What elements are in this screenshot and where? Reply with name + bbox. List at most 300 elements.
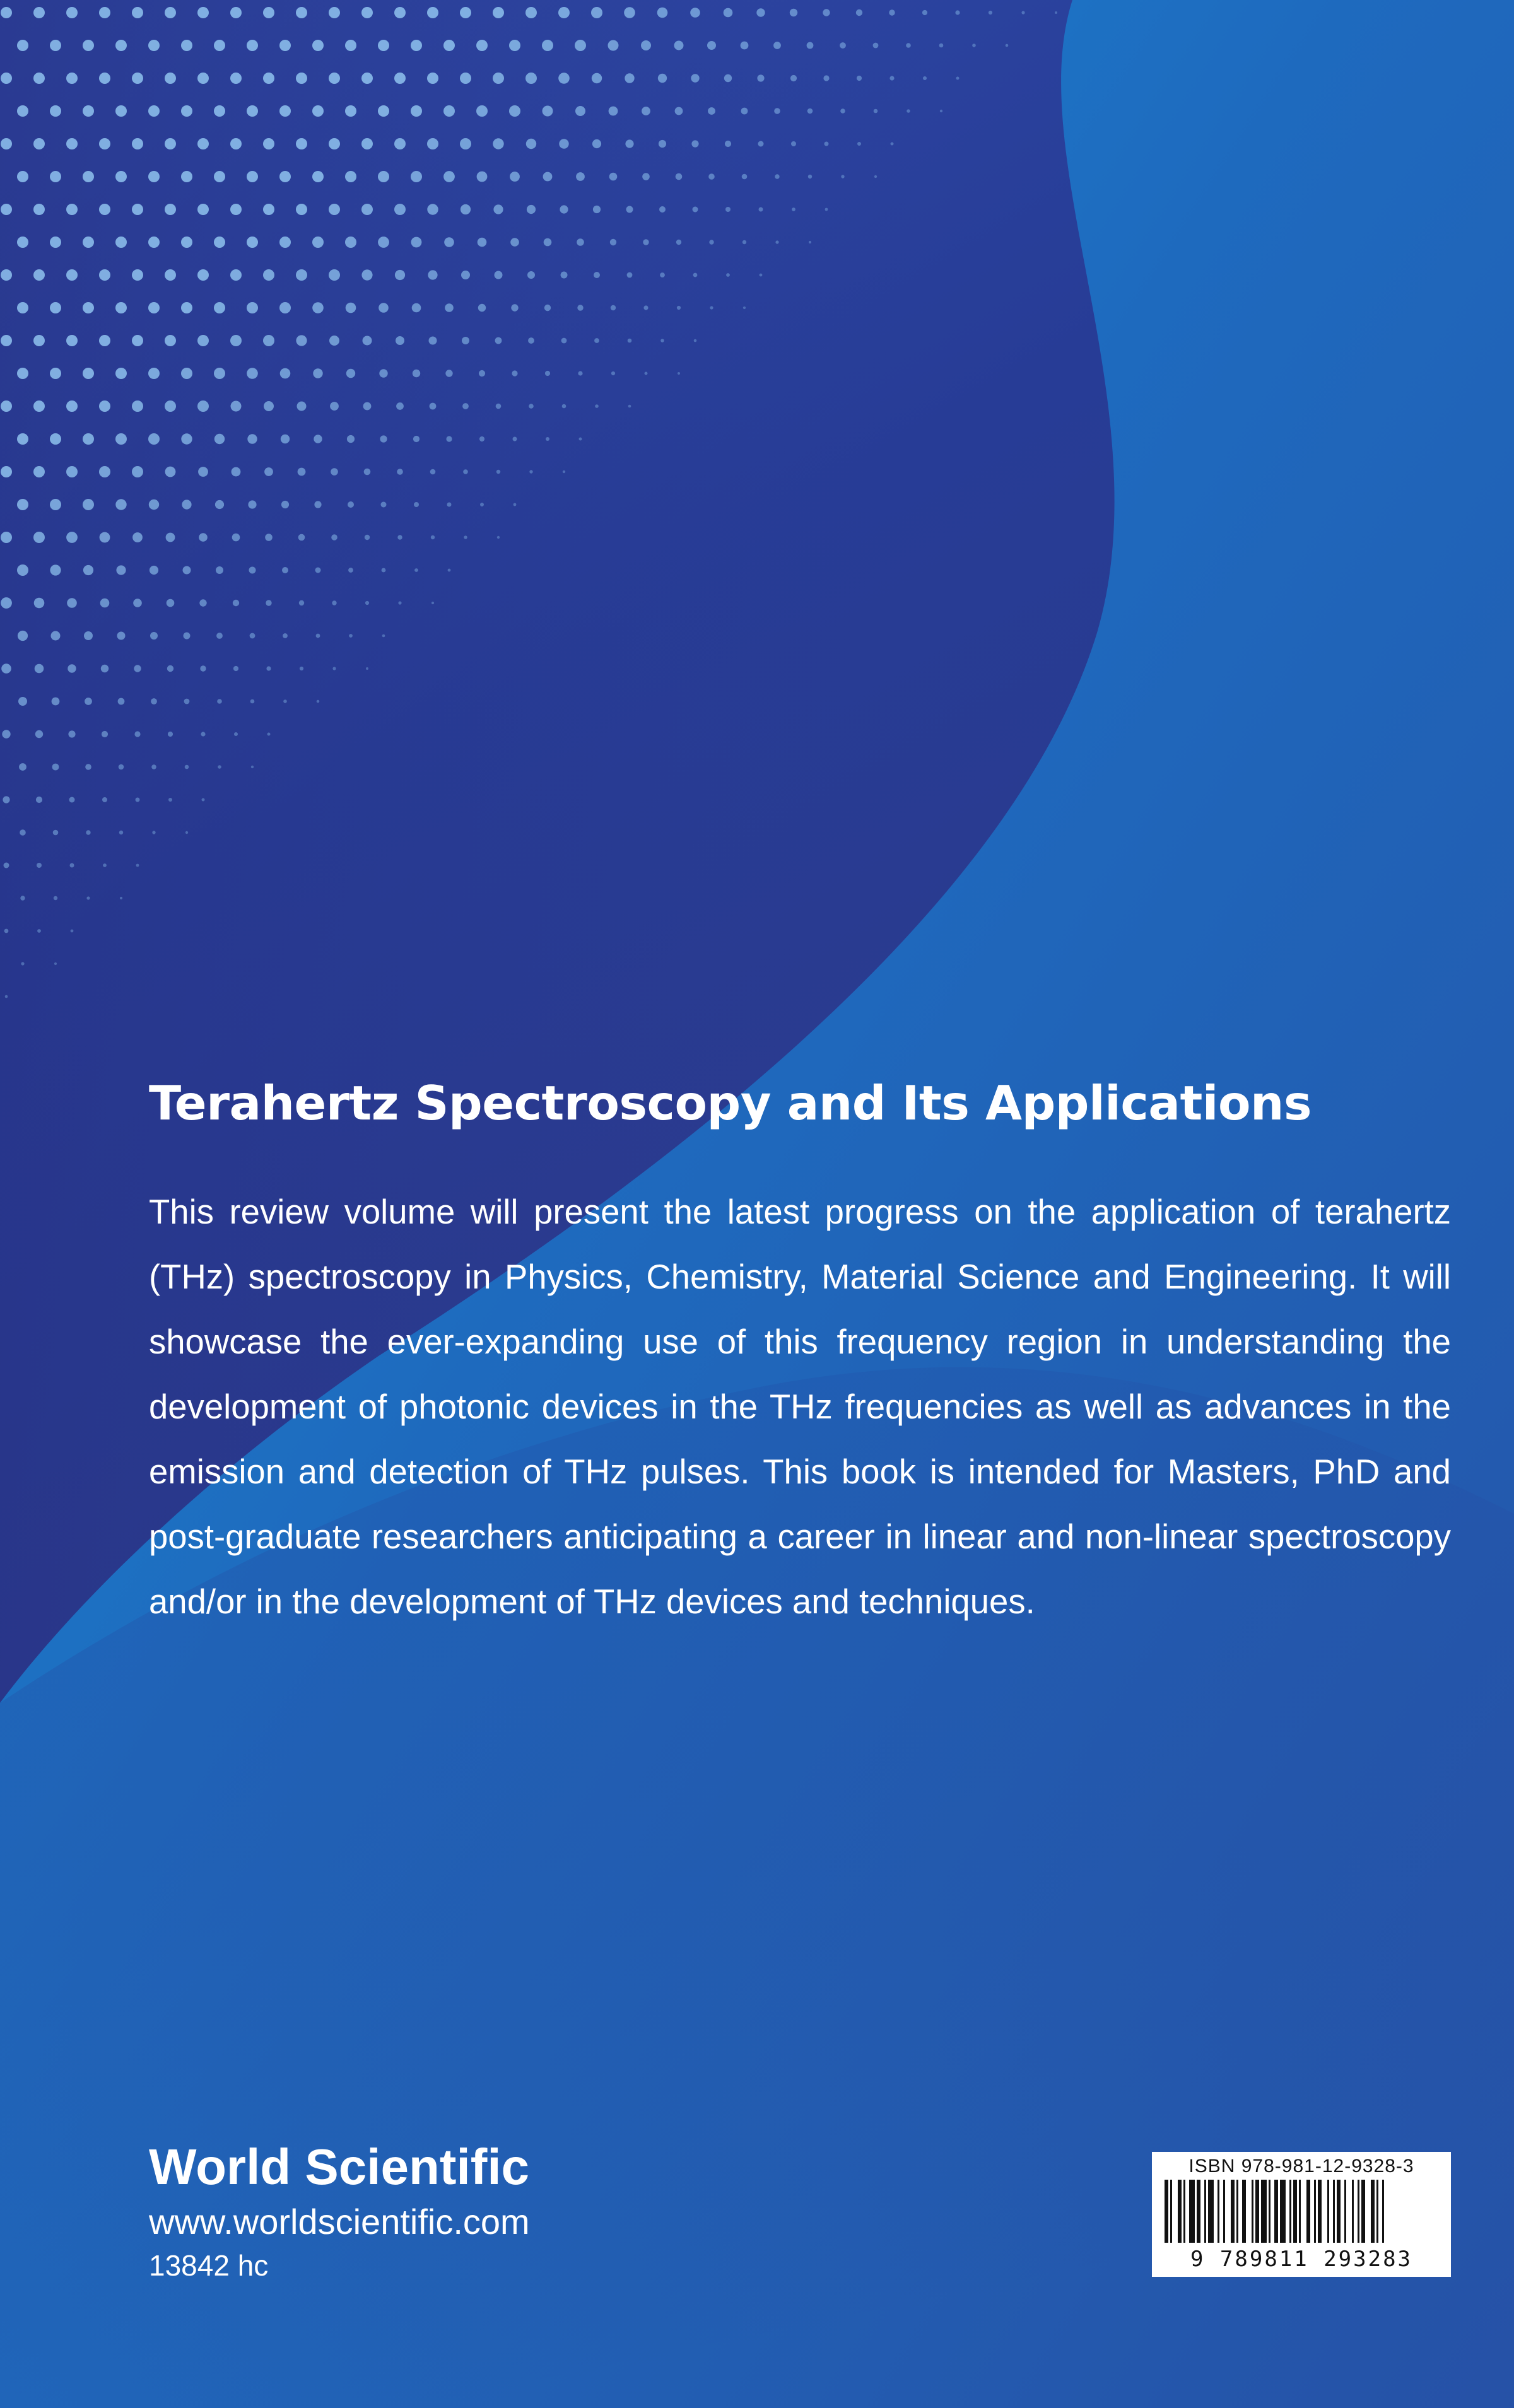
halftone-dot: [513, 503, 517, 506]
halftone-dot: [710, 306, 713, 309]
halftone-dot: [463, 469, 468, 474]
halftone-dot: [67, 598, 77, 608]
halftone-dot: [594, 338, 599, 343]
halftone-dot: [542, 40, 553, 51]
halftone-dot: [314, 435, 322, 443]
halftone-dot: [674, 41, 684, 50]
halftone-dot: [69, 797, 75, 803]
halftone-dot: [33, 73, 45, 84]
halftone-dot: [349, 634, 353, 638]
halftone-dot: [889, 9, 895, 15]
halftone-dot: [214, 434, 225, 444]
halftone-dot: [807, 108, 813, 114]
halftone-dot: [857, 76, 862, 81]
halftone-dot: [775, 240, 778, 243]
halftone-dot: [841, 175, 844, 178]
halftone-dot: [758, 141, 764, 147]
halftone-dot: [743, 307, 746, 309]
halftone-dot: [396, 402, 404, 410]
barcode-bar: [1358, 2180, 1359, 2243]
halftone-dot: [50, 433, 61, 445]
halftone-dot: [592, 73, 602, 83]
halftone-dot: [17, 368, 28, 379]
halftone-dot: [200, 665, 206, 671]
halftone-dot: [17, 564, 28, 576]
halftone-dot: [247, 237, 258, 248]
halftone-dot: [279, 171, 291, 182]
halftone-dot: [201, 732, 205, 736]
halftone-dot: [66, 204, 78, 215]
halftone-dot: [1, 204, 12, 215]
halftone-dot: [526, 139, 536, 149]
halftone-dot: [559, 139, 568, 148]
halftone-dot: [1, 466, 12, 477]
halftone-dot: [132, 466, 143, 477]
halftone-dot: [609, 107, 618, 116]
halftone-dot: [115, 105, 127, 117]
halftone-dot: [431, 535, 435, 539]
halftone-dot: [329, 204, 340, 215]
halftone-dot: [248, 500, 256, 508]
halftone-dot: [1, 400, 12, 412]
halftone-dot: [50, 40, 61, 51]
halftone-dot: [85, 764, 91, 770]
halftone-dot: [66, 7, 78, 18]
halftone-dot: [115, 368, 127, 379]
halftone-dot: [1, 335, 12, 346]
halftone-dot: [132, 138, 143, 149]
halftone-dot: [17, 171, 28, 182]
halftone-dot: [247, 40, 258, 51]
barcode-bar: [1371, 2180, 1375, 2243]
halftone-dot: [282, 567, 288, 573]
halftone-dot: [298, 534, 305, 541]
halftone-dot: [1, 73, 12, 84]
halftone-dot: [693, 207, 698, 213]
halftone-dot: [331, 534, 337, 541]
halftone-dot: [296, 269, 307, 281]
halftone-dot: [133, 599, 142, 607]
halftone-dot: [1, 138, 12, 149]
halftone-dot: [52, 764, 59, 771]
halftone-dot: [33, 138, 45, 149]
halftone-dot: [263, 269, 274, 281]
halftone-dot: [807, 42, 814, 49]
halftone-dot: [83, 499, 94, 510]
halftone-dot: [132, 204, 143, 215]
halftone-dot: [561, 338, 567, 344]
halftone-dot: [17, 499, 28, 510]
halftone-dot: [17, 433, 28, 445]
halftone-dot: [907, 109, 910, 113]
halftone-dot: [346, 303, 356, 313]
halftone-dot: [247, 368, 258, 379]
halftone-dot: [119, 764, 124, 770]
halftone-dot: [230, 204, 242, 215]
halftone-dot: [99, 466, 110, 477]
halftone-dot: [1, 7, 12, 18]
halftone-dot: [397, 535, 402, 539]
halftone-dot: [462, 337, 469, 344]
halftone-dot: [575, 106, 585, 116]
halftone-dot: [132, 7, 143, 18]
halftone-dot: [83, 302, 94, 313]
halftone-dot: [199, 599, 206, 606]
halftone-dot: [1006, 44, 1009, 47]
halftone-dot: [84, 631, 93, 640]
halftone-dot: [446, 436, 452, 441]
halftone-dot: [678, 372, 680, 375]
halftone-dot: [218, 765, 221, 769]
halftone-dot: [33, 400, 45, 412]
halftone-dot: [279, 302, 291, 313]
halftone-dot: [20, 896, 25, 900]
halftone-dot: [378, 303, 389, 313]
halftone-dot: [365, 601, 369, 605]
halftone-dot: [197, 400, 209, 412]
halftone-dot: [83, 368, 94, 379]
halftone-dot: [529, 470, 532, 473]
halftone-dot: [52, 698, 60, 706]
halftone-dot: [427, 138, 438, 149]
halftone-dot: [4, 929, 9, 933]
halftone-dot: [230, 7, 242, 18]
halftone-dot: [329, 7, 340, 18]
barcode-bars: [1159, 2180, 1443, 2249]
halftone-dot: [165, 138, 176, 149]
halftone-dot: [1, 532, 12, 543]
halftone-dot: [181, 171, 192, 182]
halftone-dot: [66, 138, 78, 149]
book-description: This review volume will present the latest progress on the application of terahertz (THz) spectroscopy in Physics, Chemistry, Material Science and Engineering. It will showcase the ever-expanding use of this frequency region in understanding the development of photonic devices in the THz frequencies as well as advances in the emission and detection of THz pulses. This book is intended for Masters, PhD and post-graduate researchers anticipating a career in linear and non-linear spectroscopy and/or in the development of THz devices and techniques.: [149, 1193, 1451, 1621]
halftone-dot: [775, 174, 779, 178]
halftone-dot: [99, 204, 110, 215]
barcode-bar: [1223, 2180, 1225, 2243]
halftone-dot: [1055, 11, 1057, 14]
halftone-dot: [99, 335, 110, 346]
halftone-dot: [18, 631, 28, 641]
halftone-dot: [477, 172, 488, 182]
halftone-dot: [215, 500, 224, 509]
halftone-dot: [50, 105, 61, 117]
halftone-dot: [693, 273, 698, 278]
halftone-dot: [150, 566, 158, 575]
halftone-dot: [345, 237, 356, 248]
halftone-dot: [742, 174, 748, 180]
halftone-dot: [791, 141, 796, 146]
halftone-dot: [214, 237, 225, 248]
halftone-dot: [445, 303, 454, 312]
halftone-dot: [199, 533, 208, 542]
halftone-dot: [989, 11, 992, 15]
halftone-dot: [35, 730, 43, 738]
halftone-dot: [823, 9, 830, 16]
halftone-dot: [478, 304, 486, 312]
halftone-dot: [382, 634, 385, 638]
halftone-dot: [83, 565, 93, 575]
halftone-dot: [264, 401, 274, 411]
halftone-dot: [561, 272, 568, 279]
halftone-dot: [625, 139, 633, 148]
halftone-dot: [510, 238, 519, 247]
halftone-dot: [891, 143, 894, 146]
barcode-bar: [1165, 2180, 1168, 2243]
halftone-dot: [99, 7, 110, 18]
halftone-dot: [132, 335, 143, 346]
halftone-dot: [66, 269, 78, 281]
halftone-dot: [923, 76, 927, 80]
halftone-dot: [249, 567, 256, 574]
halftone-dot: [824, 142, 829, 146]
halftone-dot: [676, 173, 683, 180]
halftone-dot: [643, 239, 648, 245]
halftone-dot: [642, 173, 650, 180]
halftone-dot: [134, 665, 141, 672]
halftone-dot: [102, 731, 108, 737]
halftone-dot: [546, 437, 549, 441]
halftone-dot: [394, 138, 406, 149]
halftone-dot: [312, 171, 324, 182]
halftone-dot: [50, 171, 61, 182]
halftone-dot: [85, 698, 92, 705]
halftone-dot: [183, 566, 191, 575]
halftone-dot: [380, 435, 387, 442]
halftone-dot: [645, 372, 648, 375]
halftone-dot: [265, 534, 273, 541]
halftone-dot: [525, 7, 537, 18]
halftone-dot: [840, 42, 846, 49]
halftone-dot: [181, 237, 192, 248]
barcode-bar: [1318, 2180, 1322, 2243]
halftone-dot: [250, 633, 255, 639]
halftone-dot: [657, 8, 668, 18]
halftone-dot: [17, 40, 28, 51]
halftone-dot: [940, 110, 942, 112]
halftone-dot: [99, 138, 110, 149]
halftone-dot: [512, 370, 517, 376]
halftone-dot: [707, 41, 716, 50]
halftone-dot: [411, 171, 422, 182]
publisher-website[interactable]: www.worldscientific.com: [149, 2202, 530, 2241]
halftone-dot: [117, 632, 126, 640]
halftone-dot: [460, 7, 471, 18]
barcode-bar: [1197, 2180, 1200, 2243]
barcode-bar: [1376, 2180, 1378, 2243]
halftone-dot: [625, 73, 634, 83]
halftone-dot: [296, 335, 307, 346]
halftone-dot: [575, 40, 586, 51]
halftone-dot: [50, 499, 61, 510]
halftone-dot: [132, 73, 143, 84]
halftone-dot: [579, 438, 582, 441]
halftone-dot: [312, 40, 324, 51]
halftone-dot: [809, 241, 811, 243]
halftone-dot: [493, 73, 504, 84]
halftone-dot: [313, 368, 322, 378]
halftone-dot: [493, 138, 503, 149]
halftone-dot: [300, 667, 303, 670]
halftone-dot: [263, 138, 274, 149]
halftone-dot: [279, 105, 291, 117]
halftone-dot: [17, 105, 28, 117]
halftone-dot: [955, 10, 959, 15]
halftone-dot: [429, 337, 437, 345]
halftone-dot: [363, 402, 372, 411]
halftone-dot: [378, 40, 389, 51]
halftone-dot: [365, 535, 370, 540]
halftone-dot: [299, 600, 304, 605]
halftone-dot: [283, 699, 287, 703]
halftone-dot: [427, 7, 438, 18]
halftone-dot: [460, 73, 471, 84]
halftone-dot: [690, 8, 700, 18]
halftone-dot: [345, 40, 356, 51]
halftone-dot: [726, 273, 730, 277]
halftone-dot: [297, 402, 307, 411]
halftone-dot: [2, 730, 10, 738]
halftone-dot: [430, 403, 437, 410]
halftone-dot: [214, 105, 225, 117]
barcode-bar: [1344, 2180, 1346, 2243]
halftone-dot: [120, 897, 122, 899]
halftone-dot: [348, 501, 354, 508]
halftone-dot: [115, 171, 127, 182]
halftone-dot: [659, 140, 666, 148]
halftone-dot: [576, 172, 585, 181]
halftone-dot: [247, 105, 258, 117]
halftone-dot: [361, 138, 373, 149]
halftone-dot: [874, 175, 877, 178]
halftone-dot: [5, 995, 8, 998]
barcode-bar: [1293, 2180, 1297, 2243]
barcode-bar: [1314, 2180, 1316, 2243]
halftone-dot: [230, 73, 242, 84]
halftone-dot: [197, 7, 209, 18]
halftone-dot: [609, 173, 618, 181]
halftone-dot: [21, 962, 24, 965]
halftone-dot: [626, 206, 633, 213]
halftone-dot: [525, 73, 537, 84]
halftone-dot: [511, 304, 518, 311]
halftone-dot: [874, 109, 878, 114]
halftone-dot: [329, 336, 339, 346]
halftone-dot: [460, 138, 471, 149]
halftone-dot: [414, 568, 418, 572]
halftone-dot: [168, 732, 173, 737]
halftone-dot: [33, 335, 45, 346]
halftone-dot: [66, 335, 78, 346]
product-code: 13842 hc: [149, 2249, 269, 2282]
halftone-dot: [165, 7, 176, 18]
halftone-dot: [563, 470, 565, 473]
halftone-dot: [232, 467, 241, 477]
halftone-dot: [774, 108, 780, 114]
halftone-dot: [18, 697, 27, 706]
halftone-dot: [1021, 11, 1024, 14]
halftone-dot: [247, 171, 258, 182]
halftone-dot: [185, 831, 188, 834]
halftone-dot: [280, 368, 291, 379]
halftone-dot: [760, 274, 763, 277]
halftone-dot: [496, 404, 502, 409]
halftone-dot: [281, 501, 289, 508]
halftone-dot: [643, 305, 648, 310]
halftone-dot: [889, 76, 894, 80]
halftone-dot: [364, 469, 371, 476]
halftone-dot: [825, 208, 828, 211]
halftone-dot: [545, 371, 550, 376]
halftone-dot: [346, 369, 355, 378]
halftone-dot: [119, 831, 123, 834]
halftone-dot: [593, 206, 601, 213]
halftone-dot: [231, 401, 242, 412]
halftone-dot: [266, 666, 271, 670]
halftone-dot: [595, 404, 599, 408]
halftone-dot: [462, 403, 469, 409]
halftone-dot: [691, 74, 699, 82]
halftone-dot: [250, 699, 255, 704]
halftone-dot: [558, 7, 570, 18]
halftone-dot: [50, 302, 61, 313]
halftone-dot: [461, 204, 471, 214]
barcode-bar: [1218, 2180, 1219, 2243]
halftone-dot: [397, 469, 403, 475]
halftone-dot: [263, 73, 274, 84]
halftone-dot: [197, 138, 209, 149]
halftone-dot: [266, 600, 271, 605]
halftone-dot: [165, 269, 176, 281]
halftone-dot: [312, 302, 324, 313]
halftone-dot: [544, 305, 551, 311]
halftone-dot: [694, 339, 697, 342]
halftone-dot: [53, 830, 59, 836]
barcode-bar: [1189, 2180, 1195, 2243]
halftone-dot: [148, 302, 160, 313]
halftone-dot: [1, 663, 11, 674]
halftone-dot: [66, 73, 78, 84]
halftone-dot: [642, 107, 650, 115]
halftone-dot: [725, 141, 731, 147]
halftone-dot: [348, 568, 353, 573]
halftone-dot: [478, 238, 487, 247]
halftone-dot: [279, 40, 291, 51]
halftone-dot: [264, 467, 273, 476]
halftone-dot: [610, 239, 616, 245]
halftone-dot: [214, 40, 225, 51]
halftone-dot: [345, 171, 356, 182]
halftone-dot: [790, 75, 797, 81]
halftone-dot: [756, 8, 765, 16]
halftone-dot: [99, 73, 110, 84]
halftone-dot: [198, 467, 208, 477]
halftone-dot: [443, 171, 455, 182]
halftone-dot: [691, 140, 698, 147]
halftone-dot: [493, 204, 503, 214]
halftone-dot: [50, 368, 61, 379]
barcode-bar: [1280, 2180, 1286, 2243]
barcode-bar: [1183, 2180, 1185, 2243]
halftone-dot: [83, 237, 94, 248]
barcode-bar: [1382, 2180, 1384, 2243]
halftone-dot: [33, 204, 45, 215]
book-title: Terahertz Spectroscopy and Its Applications: [149, 1075, 1312, 1131]
halftone-dot: [939, 44, 944, 48]
halftone-dot: [165, 204, 176, 215]
halftone-dot: [83, 433, 94, 445]
halftone-dot: [578, 371, 582, 375]
halftone-dot: [562, 404, 566, 409]
halftone-dot: [103, 863, 107, 867]
